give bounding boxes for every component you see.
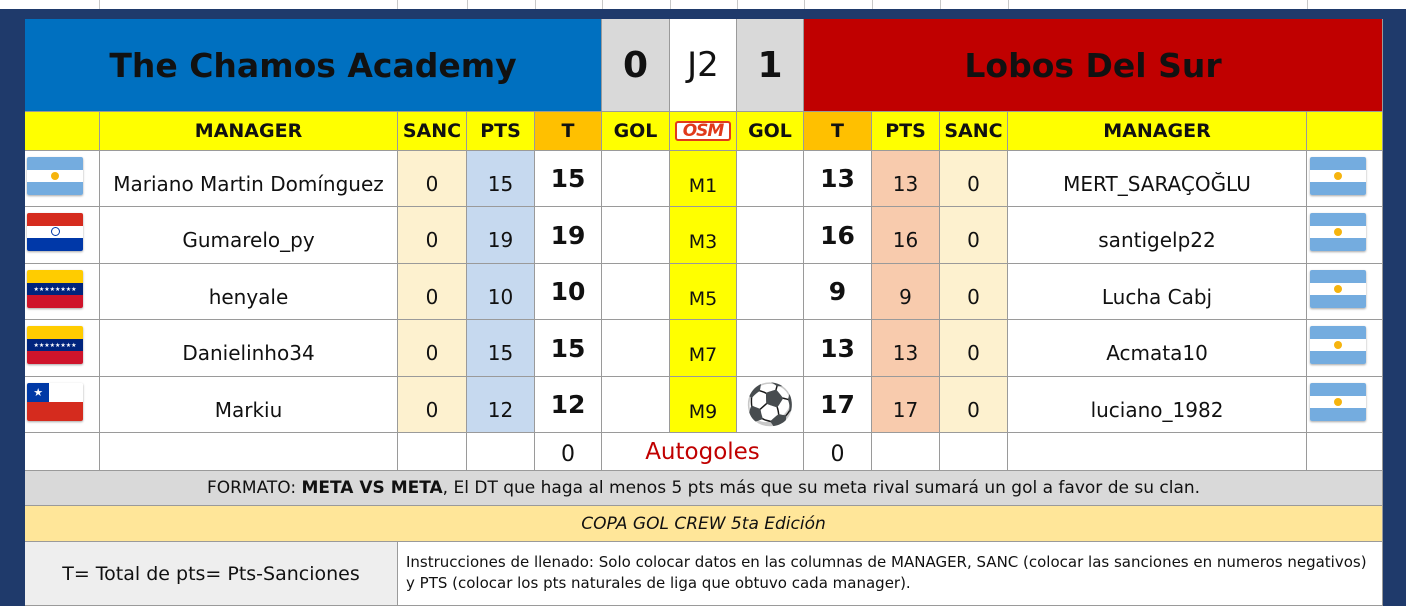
away-sanc-cell: 0	[940, 207, 1008, 264]
own-goal-blank-3	[398, 433, 467, 471]
away-pts-cell: 16	[872, 207, 940, 264]
match-sheet	[25, 19, 1383, 606]
home-score: 0	[602, 19, 670, 112]
home-manager-cell: Danielinho34	[100, 320, 398, 377]
chile-flag: ★	[27, 383, 83, 421]
match-cell: M1	[670, 151, 737, 207]
away-flag-cell	[1307, 320, 1383, 377]
own-goal-blank-6	[940, 433, 1008, 471]
argentina-flag	[1310, 383, 1366, 421]
home-sanc-cell: 0	[398, 207, 467, 264]
header-goal-right: GOL	[737, 112, 804, 151]
match-cell: M7	[670, 320, 737, 377]
away-manager-cell: MERT_SARAÇOĞLU	[1008, 151, 1307, 207]
formula-note: T= Total de pts= Pts-Sanciones	[25, 542, 398, 606]
home-manager-cell: Gumarelo_py	[100, 207, 398, 264]
away-flag-cell	[1307, 264, 1383, 320]
venezuela-flag: ★★★★★★★★	[27, 326, 83, 364]
away-score: 1	[737, 19, 804, 112]
own-goals-home: 0	[535, 433, 602, 471]
home-goal-cell	[602, 264, 670, 320]
away-sanc-cell: 0	[940, 264, 1008, 320]
paraguay-flag	[27, 213, 83, 251]
argentina-flag	[1310, 213, 1366, 251]
away-manager-cell: Acmata10	[1008, 320, 1307, 377]
own-goal-blank-2	[100, 433, 398, 471]
match-cell: M3	[670, 207, 737, 264]
header-manager-left: MANAGER	[100, 112, 398, 151]
away-t-cell: 9	[804, 264, 872, 320]
home-manager-cell: Markiu	[100, 377, 398, 433]
away-manager-cell: Lucha Cabj	[1008, 264, 1307, 320]
away-flag-cell	[1307, 377, 1383, 433]
format-bold: META VS META	[301, 478, 443, 498]
home-t-cell: 15	[535, 320, 602, 377]
away-flag-cell	[1307, 207, 1383, 264]
own-goals-away: 0	[804, 433, 872, 471]
away-goal-cell	[737, 207, 804, 264]
home-t-cell: 15	[535, 151, 602, 207]
match-cell: M9	[670, 377, 737, 433]
format-prefix: FORMATO:	[206, 478, 302, 498]
away-sanc-cell: 0	[940, 320, 1008, 377]
soccer-ball-icon: ⚽	[745, 381, 795, 428]
own-goals-label: Autogoles	[602, 433, 804, 471]
home-sanc-cell: 0	[398, 151, 467, 207]
away-manager-cell: santigelp22	[1008, 207, 1307, 264]
home-goal-cell	[602, 151, 670, 207]
home-flag-cell	[25, 264, 100, 320]
venezuela-flag: ★★★★★★★★	[27, 270, 83, 308]
header-manager-right: MANAGER	[1008, 112, 1307, 151]
away-goal-cell	[737, 320, 804, 377]
home-pts-cell: 10	[467, 264, 535, 320]
home-pts-cell: 12	[467, 377, 535, 433]
header-sanc-right: SANC	[940, 112, 1008, 151]
own-goal-blank-4	[467, 433, 535, 471]
away-t-cell: 16	[804, 207, 872, 264]
away-goal-cell	[737, 264, 804, 320]
away-sanc-cell: 0	[940, 151, 1008, 207]
edition-title: COPA GOL CREW 5ta Edición	[25, 506, 1383, 542]
away-goal-cell	[737, 377, 804, 433]
home-manager-cell: Mariano Martin Domínguez	[100, 151, 398, 207]
home-pts-cell: 15	[467, 151, 535, 207]
home-pts-cell: 15	[467, 320, 535, 377]
home-team-name: The Chamos Academy	[25, 19, 602, 112]
format-suffix: , El DT que haga al menos 5 pts más que su meta rival sumará un gol a favor de su clan.	[442, 478, 1201, 498]
argentina-flag	[1310, 270, 1366, 308]
home-sanc-cell: 0	[398, 264, 467, 320]
away-t-cell: 13	[804, 320, 872, 377]
home-goal-cell	[602, 207, 670, 264]
top-sheet-strip	[0, 0, 1406, 9]
home-goal-cell	[602, 377, 670, 433]
away-pts-cell: 17	[872, 377, 940, 433]
away-goal-cell	[737, 151, 804, 207]
header-pts-right: PTS	[872, 112, 940, 151]
home-sanc-cell: 0	[398, 377, 467, 433]
away-pts-cell: 13	[872, 151, 940, 207]
away-sanc-cell: 0	[940, 377, 1008, 433]
argentina-flag	[1310, 157, 1366, 195]
home-goal-cell	[602, 320, 670, 377]
home-t-cell: 10	[535, 264, 602, 320]
header-sanc-left: SANC	[398, 112, 467, 151]
away-manager-cell: luciano_1982	[1008, 377, 1307, 433]
away-flag-cell	[1307, 151, 1383, 207]
home-flag-cell	[25, 377, 100, 433]
instructions-note: Instrucciones de llenado: Solo colocar datos en las columnas de MANAGER, SANC (colocar las sanciones en numeros negativos) y PTS (colocar los pts naturales de liga que obtuvo cada manager).	[398, 542, 1383, 606]
home-flag-cell	[25, 151, 100, 207]
header-pts-left: PTS	[467, 112, 535, 151]
own-goal-blank-7	[1008, 433, 1307, 471]
away-pts-cell: 13	[872, 320, 940, 377]
away-t-cell: 17	[804, 377, 872, 433]
osm-logo: OSM	[675, 121, 731, 141]
header-total-left: T	[535, 112, 602, 151]
home-flag-cell	[25, 320, 100, 377]
match-cell: M5	[670, 264, 737, 320]
home-flag-cell	[25, 207, 100, 264]
away-team-name: Lobos Del Sur	[804, 19, 1383, 112]
argentina-flag	[1310, 326, 1366, 364]
argentina-flag	[27, 157, 83, 195]
away-t-cell: 13	[804, 151, 872, 207]
away-pts-cell: 9	[872, 264, 940, 320]
home-t-cell: 12	[535, 377, 602, 433]
round-label: J2	[670, 19, 737, 112]
home-pts-cell: 19	[467, 207, 535, 264]
home-sanc-cell: 0	[398, 320, 467, 377]
own-goal-blank-8	[1307, 433, 1383, 471]
own-goal-blank-1	[25, 433, 100, 471]
own-goal-blank-5	[872, 433, 940, 471]
header-goal-left: GOL	[602, 112, 670, 151]
header-osm-logo-cell	[670, 112, 737, 151]
home-manager-cell: henyale	[100, 264, 398, 320]
home-t-cell: 19	[535, 207, 602, 264]
header-total-right: T	[804, 112, 872, 151]
format-rule	[25, 471, 1383, 506]
header-flag-left	[25, 112, 100, 151]
header-flag-right	[1307, 112, 1383, 151]
